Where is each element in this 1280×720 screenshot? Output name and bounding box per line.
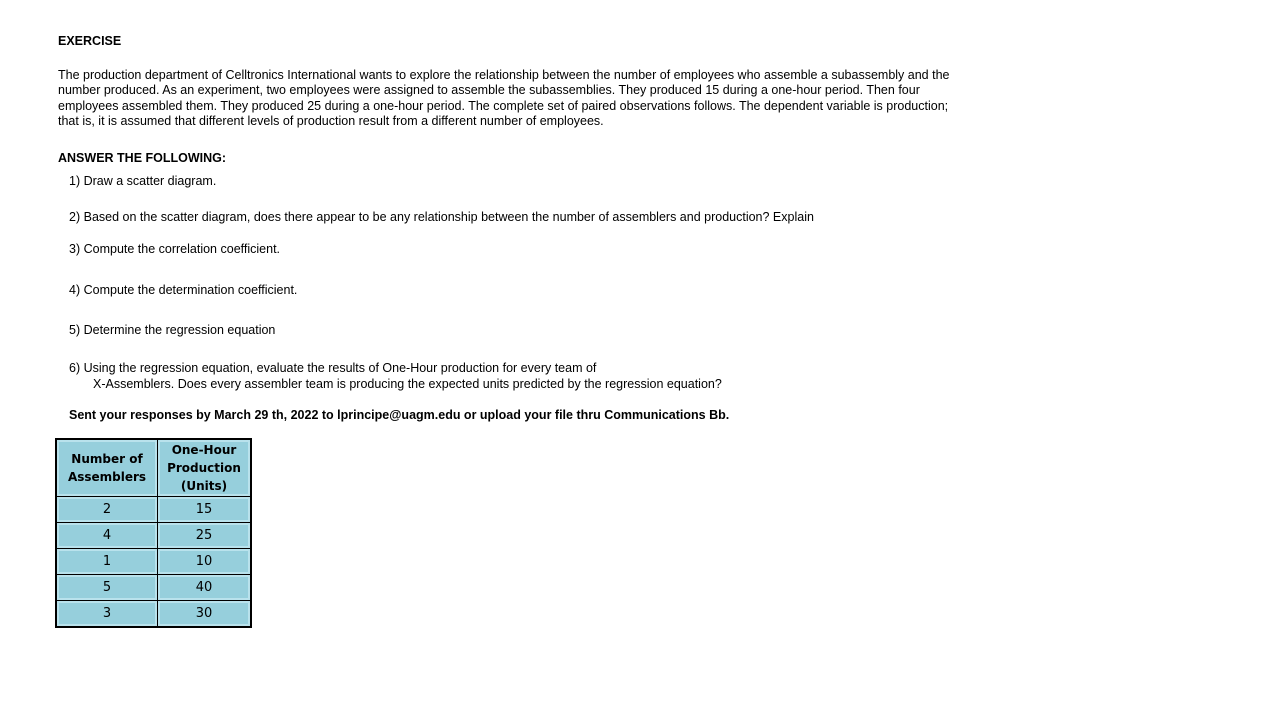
- question-6-text-continued: X-Assemblers. Does every assembler team is producing the expected units predicted by the regression equation?: [93, 376, 722, 391]
- cell-assemblers: 1: [56, 549, 158, 575]
- table-row: [56, 497, 251, 523]
- cell-production: 15: [158, 497, 252, 523]
- question-1: [69, 174, 216, 190]
- table-row: [56, 549, 251, 575]
- intro-paragraph: The production department of Celltronics International wants to explore the relationship between the number of employees who assemble a subassembly and the number produced. As an experiment, two employees were assigned to assemble the subassemblies. They produced 15 during a one-hour period. Then four employees assembled them. They produced 25 during a one-hour period. The complete set of paired observations follows. The dependent variable is production; that is, it is assumed that different levels of production result from a different number of employees.: [58, 68, 950, 128]
- table-row: [56, 575, 251, 601]
- cell-production: 30: [158, 601, 252, 628]
- header-assemblers: Number of Assemblers: [56, 439, 158, 497]
- header-production: One-Hour Production (Units): [158, 439, 252, 497]
- submission-instructions: Sent your responses by March 29 th, 2022 to lprincipe@uagm.edu or upload your file thru Communications Bb.: [69, 408, 730, 422]
- question-3-number: 3): [69, 242, 81, 256]
- question-2: [69, 210, 814, 226]
- question-2-text: Based on the scatter diagram, does there appear to be any relationship between the number of assemblers and production? Explain: [83, 210, 814, 224]
- question-5-number: 5): [69, 323, 81, 337]
- question-4-text: Compute the determination coefficient.: [83, 283, 298, 297]
- cell-assemblers: 2: [56, 497, 158, 523]
- cell-production: 40: [158, 575, 252, 601]
- question-2-number: 2): [69, 210, 81, 224]
- cell-assemblers: 3: [56, 601, 158, 628]
- question-1-number: 1): [69, 174, 81, 188]
- table-header-row: [56, 439, 251, 497]
- exercise-title: EXERCISE: [58, 34, 122, 48]
- question-1-text: Draw a scatter diagram.: [83, 174, 217, 188]
- question-4-number: 4): [69, 283, 81, 297]
- cell-production: 10: [158, 549, 252, 575]
- question-3: [69, 242, 280, 258]
- question-5-text: Determine the regression equation: [83, 323, 276, 337]
- cell-assemblers: 5: [56, 575, 158, 601]
- table-row: [56, 523, 251, 549]
- table-row: [56, 601, 251, 628]
- data-table: [55, 438, 252, 628]
- cell-production: 25: [158, 523, 252, 549]
- question-4: [69, 283, 297, 299]
- question-5: [69, 323, 275, 339]
- question-6: [69, 361, 722, 392]
- answer-heading: ANSWER THE FOLLOWING:: [58, 151, 227, 165]
- cell-assemblers: 4: [56, 523, 158, 549]
- question-3-text: Compute the correlation coefficient.: [83, 242, 281, 256]
- question-6-number: 6): [69, 361, 81, 375]
- question-6-text: Using the regression equation, evaluate the results of One-Hour production for every team of: [83, 361, 597, 375]
